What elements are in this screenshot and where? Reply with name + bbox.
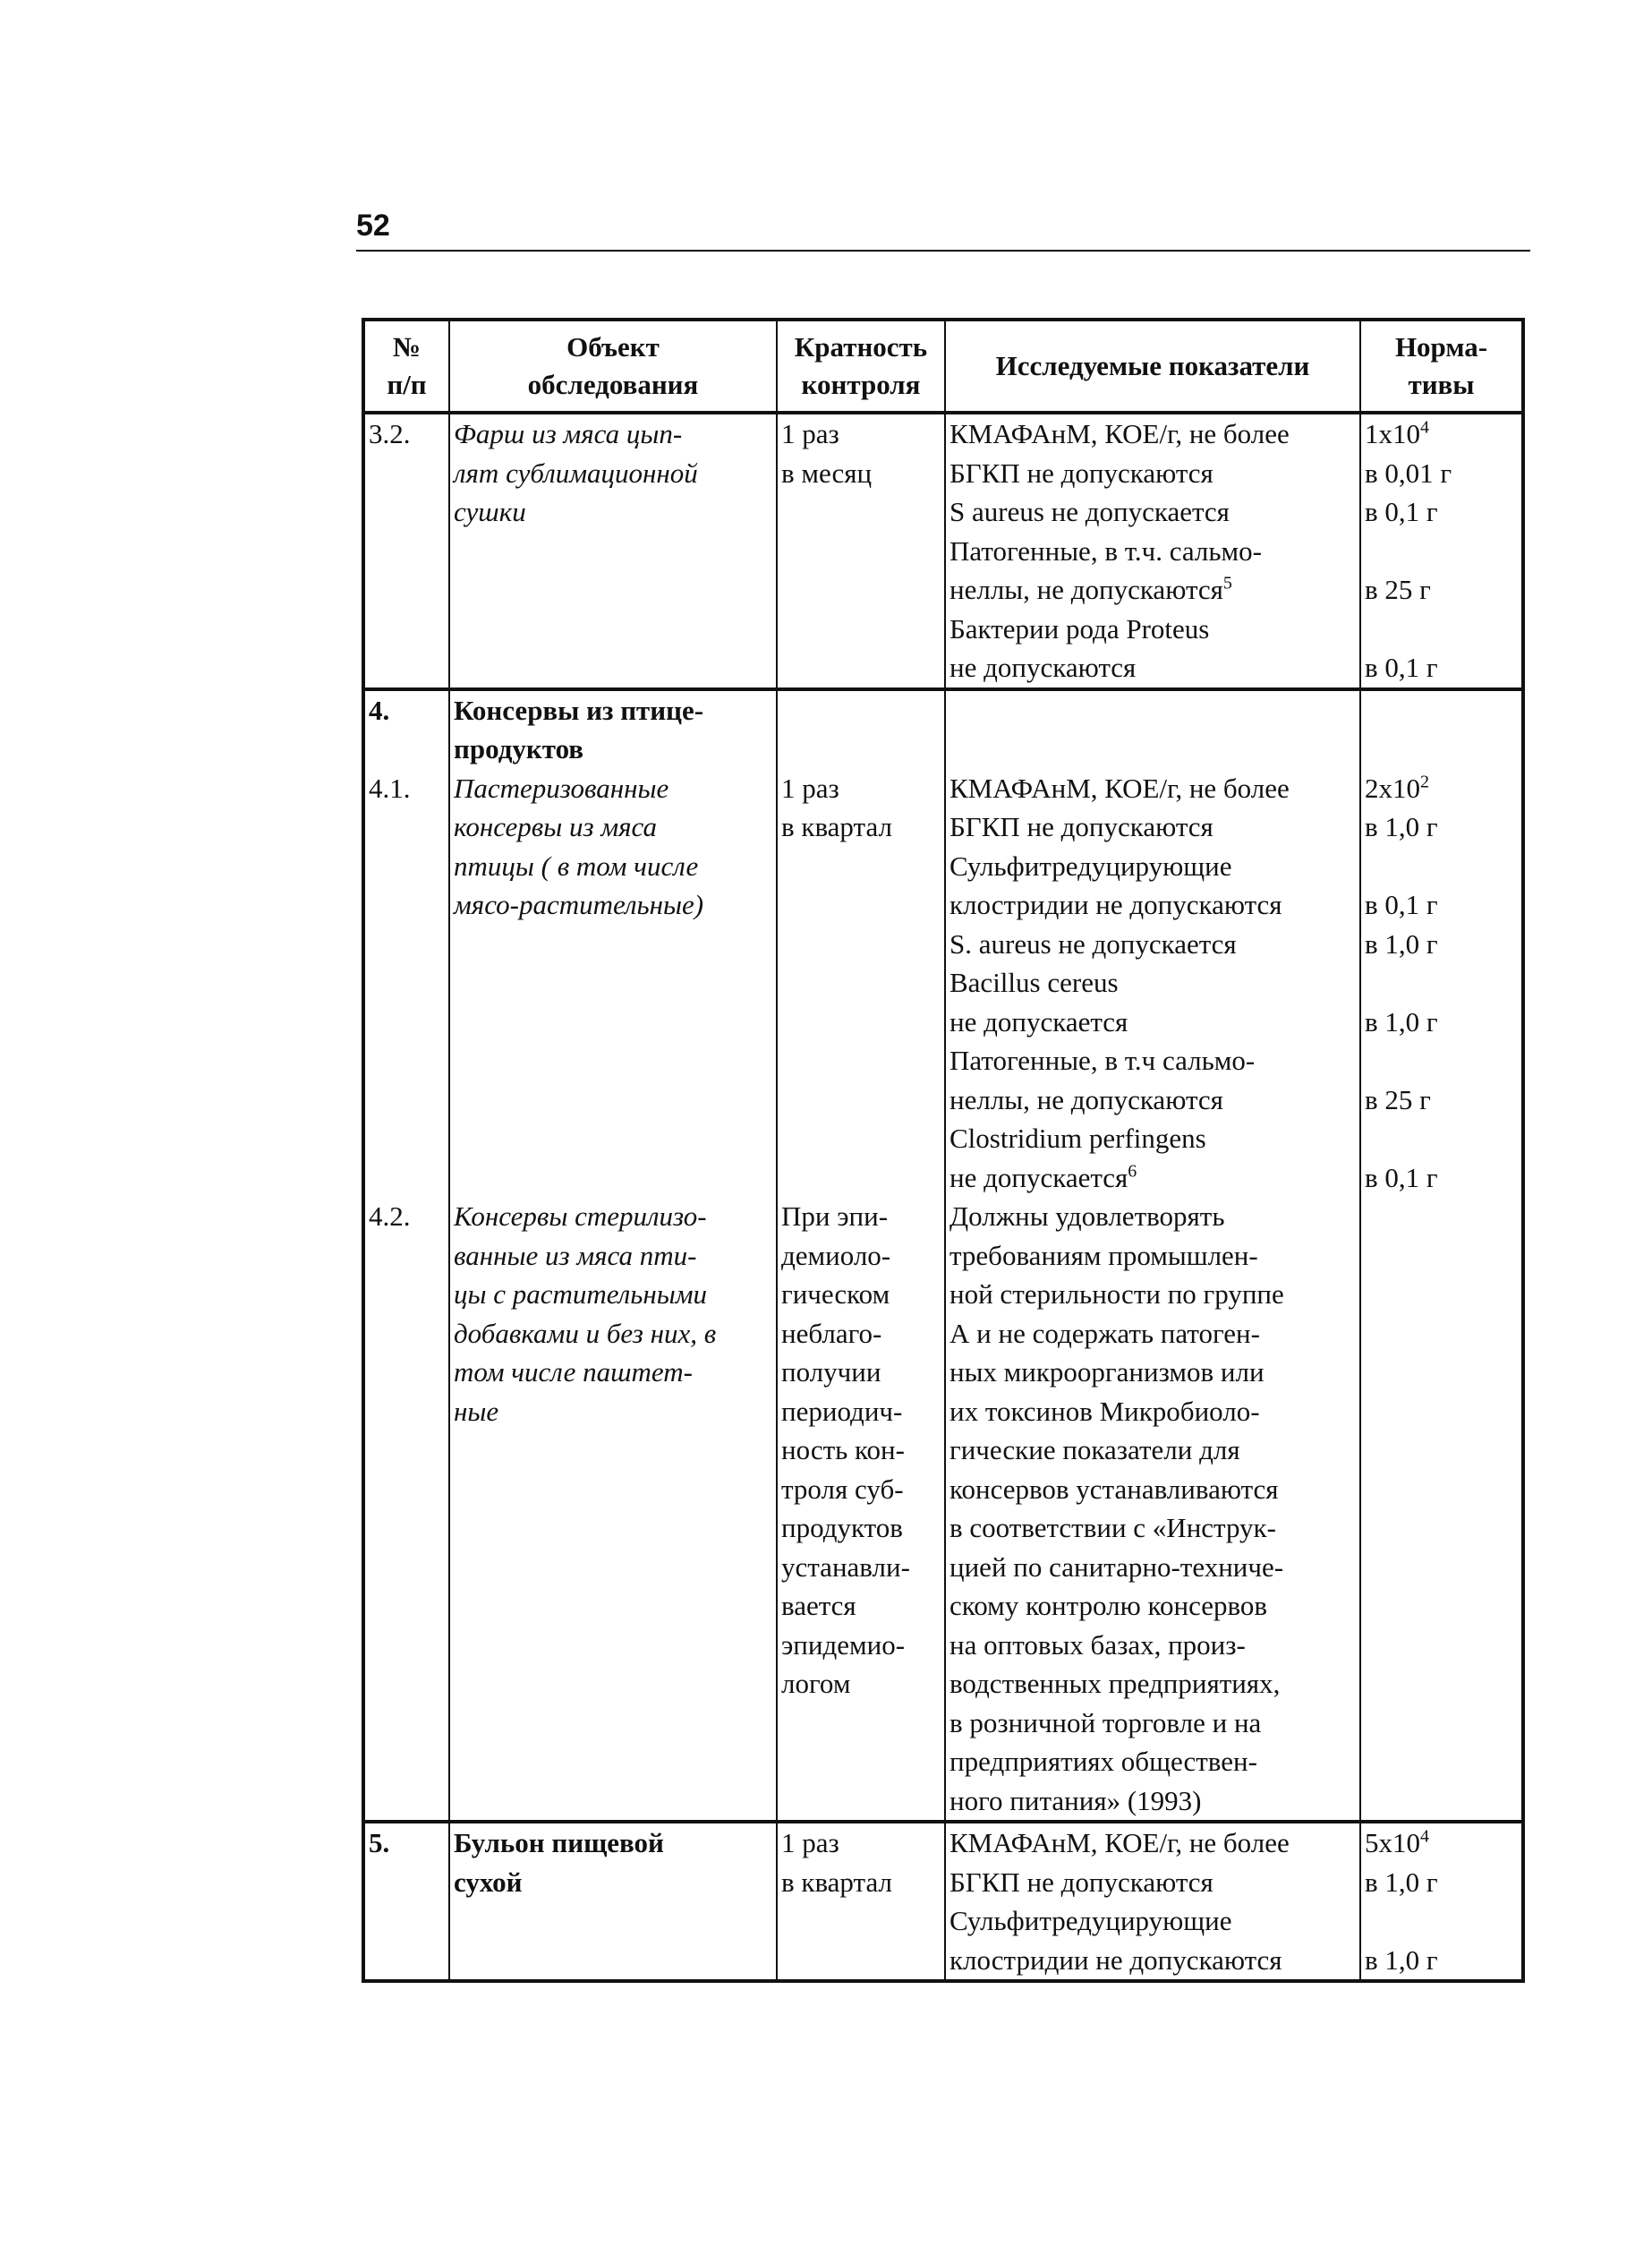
frequency-line: в месяц — [781, 457, 873, 489]
object-line: ные — [454, 1395, 499, 1427]
object-cell — [449, 769, 777, 1198]
object-name — [454, 414, 772, 532]
indicator-text: ного питания» (1993) — [949, 1784, 1202, 1816]
indicator-line — [949, 963, 1356, 1003]
footnote-mark: 6 — [1128, 1161, 1137, 1182]
frequency-line: вается — [781, 1590, 856, 1621]
object-cell — [449, 1197, 777, 1822]
object-cell — [449, 1822, 777, 1981]
indicator-text: Бактерии рода Proteus — [949, 612, 1210, 645]
norms-cell — [1360, 1822, 1523, 1981]
indicator-text: КМАФАнМ, КОЕ/г, не более — [949, 1827, 1290, 1858]
norm-exponent: 4 — [1420, 1826, 1429, 1847]
table-header-row — [363, 320, 1523, 413]
norm-exponent: 4 — [1420, 417, 1429, 438]
indicator-text: не допускается — [949, 1161, 1128, 1193]
indicator-line — [949, 1664, 1356, 1704]
norms-cell — [1360, 689, 1523, 769]
indicator-text: ных микроорганизмов или — [949, 1356, 1265, 1388]
indicator-text: А и не содержать патоген- — [949, 1317, 1260, 1349]
header-indicators: Исследуемые показатели — [945, 320, 1360, 413]
norm-line — [1365, 1901, 1518, 1941]
object-line: птицы ( в том числе — [454, 850, 699, 882]
frequency-line: 1 раз — [781, 1827, 839, 1858]
norm-text — [1365, 850, 1372, 882]
indicator-text: консервов устанавливаются — [949, 1473, 1279, 1505]
object-cell — [449, 413, 777, 689]
norm-text: в 1,0 г — [1365, 1866, 1438, 1898]
norm-text — [1365, 1905, 1372, 1936]
object-cell — [449, 689, 777, 769]
norm-text: в 0,1 г — [1365, 652, 1438, 683]
indicator-text: S. aureus не допускается — [949, 927, 1237, 960]
norm-line — [1365, 1158, 1518, 1198]
object-line: лят сублимационной — [454, 457, 698, 489]
frequency-line: периодич- — [781, 1395, 903, 1427]
norm-line — [1365, 1941, 1518, 1980]
frequency-line: логом — [781, 1668, 851, 1699]
norm-line — [1365, 885, 1518, 925]
indicator-line — [949, 1430, 1356, 1470]
frequency-line: 1 раз — [781, 418, 839, 449]
norm-line — [1365, 492, 1518, 532]
indicator-text: неллы, не допускаются — [949, 574, 1223, 605]
object-line: том числе паштет- — [454, 1356, 693, 1388]
indicator-text: Сульфитредуцирующие — [949, 1905, 1232, 1936]
indicator-line — [949, 414, 1356, 454]
indicator-line — [949, 1823, 1356, 1863]
row-number-text: 5. — [369, 1827, 390, 1858]
row-number — [363, 413, 449, 689]
header-object: Объект обследования — [449, 320, 777, 413]
object-name — [454, 769, 772, 925]
norm-text: в 0,1 г — [1365, 889, 1438, 920]
indicator-text: клостридии не допускаются — [949, 889, 1282, 920]
norm-text: 2x10 — [1365, 772, 1420, 804]
indicator-text: их токсинов Микробиоло- — [949, 1395, 1260, 1427]
table-row — [363, 689, 1523, 769]
norm-line — [1365, 925, 1518, 964]
indicator-text: цией по санитарно-техниче- — [949, 1550, 1284, 1583]
object-line: ванные из мяса пти- — [454, 1239, 697, 1271]
object-line: сухой — [454, 1866, 523, 1898]
object-name — [454, 691, 772, 769]
norm-line — [1365, 1003, 1518, 1042]
norm-line — [1365, 570, 1518, 610]
norm-text — [1365, 613, 1372, 645]
frequency-line: устанавли- — [781, 1550, 910, 1583]
object-line: Бульон пищевой — [454, 1827, 664, 1858]
indicator-text: S aureus не допускается — [949, 496, 1230, 527]
indicator-line — [949, 1197, 1356, 1236]
row-number — [363, 769, 449, 1198]
indicator-text: ной стерильности по группе — [949, 1278, 1284, 1310]
indicator-line — [949, 1781, 1356, 1821]
table-row — [363, 769, 1523, 1198]
norm-text: в 0,01 г — [1365, 457, 1452, 489]
norm-text: в 1,0 г — [1365, 811, 1438, 842]
indicator-text: Патогенные, в т.ч сальмо- — [949, 1045, 1256, 1076]
object-line: Пастеризованные — [454, 772, 669, 804]
norm-text — [1365, 1123, 1372, 1154]
norms-cell — [1360, 769, 1523, 1198]
frequency-line: продуктов — [781, 1512, 903, 1543]
norm-line — [1365, 963, 1518, 1003]
indicator-text: водственных предприятиях, — [949, 1668, 1281, 1699]
row-number-text: 4. — [369, 694, 390, 726]
indicator-line — [949, 1275, 1356, 1314]
standards-table — [362, 318, 1525, 1983]
norm-text: в 0,1 г — [1365, 496, 1438, 527]
norm-text — [1365, 535, 1372, 567]
table-row — [363, 413, 1523, 689]
row-number-text: 3.2. — [369, 418, 411, 449]
norm-line — [1365, 532, 1518, 571]
norm-line — [1365, 1041, 1518, 1080]
indicator-text: БГКП не допускаются — [949, 1866, 1213, 1898]
frequency-line: получии — [781, 1356, 881, 1388]
object-line: консервы из мяса — [454, 811, 658, 842]
norm-line — [1365, 454, 1518, 493]
object-line: Консервы из птице- — [454, 694, 704, 726]
norm-line — [1365, 1863, 1518, 1902]
norm-line — [1365, 1119, 1518, 1158]
frequency-cell — [777, 769, 945, 1198]
indicator-line — [949, 1314, 1356, 1354]
indicator-line — [949, 1392, 1356, 1431]
frequency-cell — [777, 413, 945, 689]
frequency-line: неблаго- — [781, 1317, 882, 1349]
object-line: добавками и без них, в — [454, 1317, 717, 1349]
indicator-text: Сульфитредуцирующие — [949, 850, 1232, 882]
indicator-text: скому контролю консервов — [949, 1590, 1268, 1621]
indicator-line — [949, 1941, 1356, 1980]
indicator-line — [949, 807, 1356, 847]
indicator-text: Bacillus cereus — [949, 967, 1119, 998]
indicator-line — [949, 1119, 1356, 1158]
header-number: № п/п — [363, 320, 449, 413]
header-rule — [356, 250, 1530, 252]
indicator-text: в розничной торговле и на — [949, 1706, 1262, 1738]
indicator-line — [949, 885, 1356, 925]
norm-line — [1365, 847, 1518, 886]
indicator-line — [949, 1236, 1356, 1276]
indicator-text: гические показатели для — [949, 1434, 1240, 1465]
norm-text: в 0,1 г — [1365, 1161, 1438, 1193]
object-line: сушки — [454, 496, 526, 527]
frequency-line: эпидемио- — [781, 1628, 906, 1661]
norm-text: 1x10 — [1365, 418, 1420, 449]
indicators-cell — [945, 1197, 1360, 1822]
norm-exponent: 2 — [1420, 772, 1429, 792]
object-line: цы с растительными — [454, 1278, 708, 1310]
indicator-text: не допускается — [949, 1005, 1128, 1038]
frequency-cell — [777, 689, 945, 769]
norm-text: 5x10 — [1365, 1827, 1420, 1858]
table-row — [363, 1822, 1523, 1981]
indicators-cell — [945, 689, 1360, 769]
frequency-cell — [777, 1822, 945, 1981]
indicator-line — [949, 1863, 1356, 1902]
frequency-line: троля суб- — [781, 1473, 904, 1505]
indicator-line — [949, 925, 1356, 964]
norm-text: в 1,0 г — [1365, 1005, 1438, 1038]
indicator-text: Патогенные, в т.ч. сальмо- — [949, 534, 1262, 567]
indicator-text: предприятиях обществен- — [949, 1746, 1257, 1777]
indicator-line — [949, 1003, 1356, 1042]
indicator-text: Clostridium perfingens — [949, 1123, 1206, 1154]
norm-line — [1365, 414, 1518, 454]
indicator-line — [949, 1041, 1356, 1080]
table-row — [363, 1197, 1523, 1822]
indicator-text: на оптовых базах, произ- — [949, 1628, 1246, 1661]
row-number-text: 4.2. — [369, 1200, 411, 1232]
indicator-line — [949, 1508, 1356, 1548]
indicator-text: Должны удовлетворять — [949, 1200, 1225, 1232]
object-line: Фарш из мяса цып- — [454, 418, 683, 449]
frequency-cell — [777, 1197, 945, 1822]
indicator-text: КМАФАнМ, КОЕ/г, не более — [949, 418, 1290, 449]
header-norms: Норма- тивы — [1360, 320, 1523, 413]
frequency-line: в квартал — [781, 811, 892, 842]
indicator-line — [949, 1901, 1356, 1941]
indicator-line — [949, 1158, 1356, 1198]
norm-line — [1365, 610, 1518, 649]
object-name — [454, 1197, 772, 1430]
indicator-line — [949, 454, 1356, 493]
norm-line — [1365, 1823, 1518, 1863]
indicator-text: неллы, не допускаются — [949, 1083, 1223, 1115]
header-frequency: Кратность контроля — [777, 320, 945, 413]
indicator-line — [949, 1704, 1356, 1743]
frequency-line: При эпи- — [781, 1200, 889, 1232]
norm-text — [1365, 1045, 1372, 1076]
indicator-text: требованиям промышлен- — [949, 1239, 1258, 1271]
norm-line — [1365, 1080, 1518, 1120]
row-number — [363, 1822, 449, 1981]
object-line: мясо-растительные) — [454, 889, 704, 920]
page-number: 52 — [356, 209, 390, 243]
indicator-text: клостридии не допускаются — [949, 1943, 1282, 1976]
indicator-line — [949, 847, 1356, 886]
norm-line — [1365, 648, 1518, 687]
indicator-line — [949, 492, 1356, 532]
indicator-text: БГКП не допускаются — [949, 811, 1213, 842]
indicator-text: КМАФАнМ, КОЕ/г, не более — [949, 772, 1290, 804]
frequency-line: 1 раз — [781, 772, 839, 804]
norm-text: в 25 г — [1365, 1083, 1431, 1115]
frequency-line: в квартал — [781, 1866, 892, 1898]
row-number — [363, 1197, 449, 1822]
row-number — [363, 689, 449, 769]
indicator-line — [949, 570, 1356, 610]
indicator-line — [949, 769, 1356, 808]
indicator-line — [949, 610, 1356, 649]
frequency-line: ность кон- — [781, 1434, 905, 1465]
indicator-line — [949, 1353, 1356, 1392]
indicator-line — [949, 532, 1356, 571]
indicator-line — [949, 648, 1356, 687]
footnote-mark: 5 — [1222, 573, 1232, 594]
norm-text: в 1,0 г — [1365, 927, 1438, 960]
object-line: Консервы стерилизо- — [454, 1200, 707, 1232]
indicator-text: БГКП не допускаются — [949, 457, 1213, 489]
norm-text — [1365, 967, 1372, 998]
indicator-text: не допускаются — [949, 652, 1137, 683]
indicator-line — [949, 1548, 1356, 1587]
object-name — [454, 1823, 772, 1901]
indicators-cell — [945, 769, 1360, 1198]
indicator-text: в соответствии с «Инструк- — [949, 1512, 1276, 1543]
indicator-line — [949, 1586, 1356, 1626]
frequency-line: демиоло- — [781, 1239, 891, 1271]
indicator-line — [949, 1742, 1356, 1781]
object-line: продуктов — [454, 733, 584, 764]
norm-line — [1365, 769, 1518, 808]
norm-text: в 25 г — [1365, 574, 1431, 605]
norms-cell — [1360, 1197, 1523, 1822]
table-body — [363, 413, 1523, 1981]
norms-cell — [1360, 413, 1523, 689]
frequency-line: гическом — [781, 1278, 890, 1310]
indicators-cell — [945, 413, 1360, 689]
indicator-line — [949, 1626, 1356, 1665]
indicators-cell — [945, 1822, 1360, 1981]
norm-line — [1365, 807, 1518, 847]
norm-text: в 1,0 г — [1365, 1943, 1438, 1976]
indicator-line — [949, 1080, 1356, 1120]
indicator-line — [949, 1470, 1356, 1509]
row-number-text: 4.1. — [369, 772, 411, 804]
